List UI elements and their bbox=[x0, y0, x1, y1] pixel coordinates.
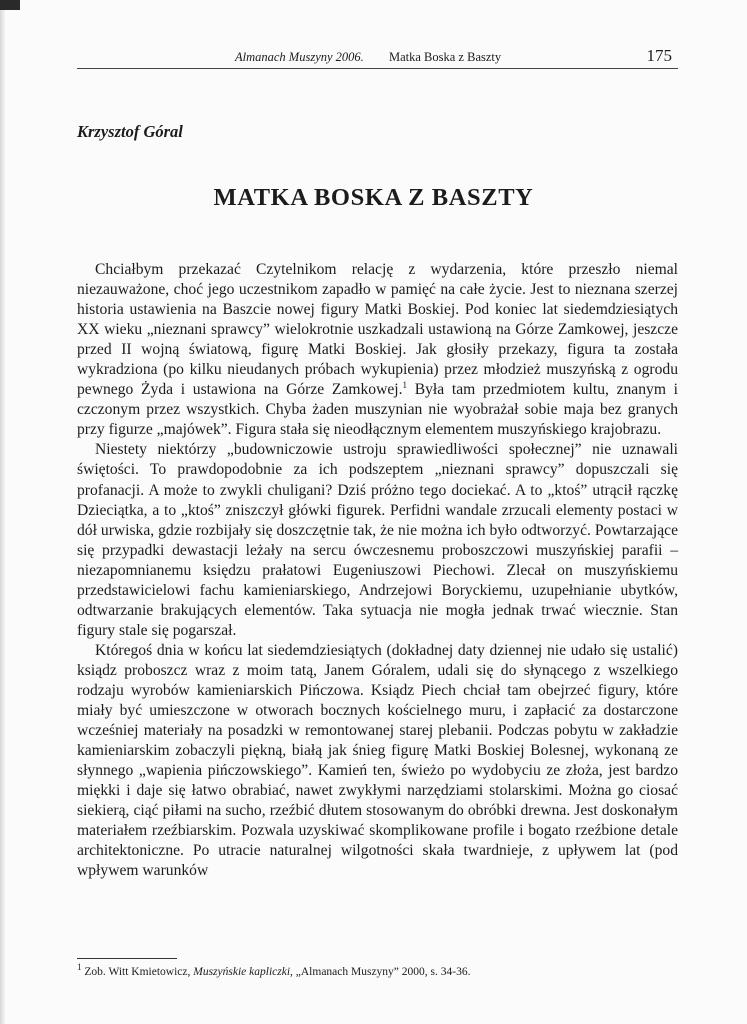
footnote-text: Zob. Witt Kmietowicz, bbox=[84, 966, 194, 978]
article-author: Krzysztof Góral bbox=[77, 122, 183, 141]
paragraph-3: Któregoś dnia w końcu lat siedemdziesiątych (dokładnej daty dziennej nie udało się ustalić) ksiądz proboszcz wraz z moim tatą, Janem Góralem, udali się do słynącego z wszelkiego rodzaju wyrobów kamieniarskich Pińczowa. Ksiądz Piech chciał tam obejrzeć figury, które miały być umieszczone w otworach bocznych kościelnego muru, i zapłacić za dostarczone wcześniej materiały na posadzki w remontowanej starej plebanii. Podczas pobytu w zakładzie kamieniarskim zobaczyli piękną, białą jak śnieg figurę Matki Boskiej Bolesnej, wykonaną ze słynnego „wapienia pińczowskiego”. Kamień ten, świeżo po wydobyciu ze złoża, jest bardzo miękki i daje się łatwo obrabiać, nawet zwykłymi narzędziami stolarskimi. Można go ciosać siekierą, ciąć piłami na sucho, rzeźbić dłutem stosowanym do obróbki drewna. Jest doskonałym materiałem rzeźbiarskim. Pozwala uzyskiwać skomplikowane profile i bogato rzeźbione detale architektoniczne. Po utracie naturalnej wilgotności skała twardnieje, z upływem lat (pod wpływem warunków bbox=[77, 641, 678, 880]
running-header bbox=[77, 46, 678, 69]
paragraph-1-text: Chciałbym przekazać Czytelnikom relację z wydarzenia, które przeszło niemal niezauważone, choć jego uczestnikom zapadło w pamięć na całe życie. Jest to nieznana szerzej historia ustawienia na Baszcie nowej figury Matki Boskiej. Pod koniec lat siedemdziesiątych XX wieku „nieznani sprawcy” wielokrotnie uszkadzali ustawioną na Górze Zamkowej, jeszcze przed II wojną światową, figurę Matki Boskiej. Jak głosiły przekazy, figura ta została wykradziona (po kilku nieudanych próbach wykupienia) przez młodzież muszyńską z ogrodu pewnego Żyda i ustawiona na Górze Zamkowej. bbox=[77, 261, 678, 399]
article-body bbox=[77, 260, 678, 881]
footnote-reference[interactable]: 1 bbox=[402, 380, 408, 391]
paragraph-1 bbox=[77, 260, 678, 440]
footnote-cited-title: Muszyńskie kapliczki bbox=[193, 966, 291, 978]
scan-binding-shadow bbox=[0, 10, 5, 1024]
paragraph-1-continuation: Była tam przedmiotem kultu, znanym i czczonym przez wszystkich. Chyba żaden muszynian nie wyobrażał sobie maja bez granych przy figurze „majówek”. Figura stała się nieodłącznym elementem muszyńskiego krajobrazu. bbox=[77, 381, 678, 439]
footnote bbox=[77, 962, 678, 978]
footnote-citation: , „Almanach Muszyny” 2000, s. 34-36. bbox=[290, 966, 471, 978]
scan-corner-mark bbox=[0, 0, 20, 10]
footnote-marker: 1 bbox=[77, 962, 82, 973]
footnote-divider bbox=[77, 958, 177, 959]
page-number: 175 bbox=[646, 46, 672, 65]
paragraph-2: Niestety niektórzy „budowniczowie ustroju sprawiedliwości społecznej” nie uznawali świętości. To prawdopodobnie za ich podszeptem „nieznani sprawcy” dopuszczali się profanacji. A może to zwykli chuligani? Dziś próżno tego dociekać. A to „ktoś” utrącił rączkę Dzieciątka, a to „ktoś” zniszczył główki figurek. Perfidni wandale zrzucali elementy postaci w dół urwiska, gdzie rozbijały się doszczętnie tak, że nie można ich było odtworzyć. Powtarzające się przypadki dewastacji leżały na sercu ówczesnemu proboszczowi muszyńskiej parafii – niezapomnianemu księdzu prałatowi Eugeniuszowi Piechowi. Zlecał on muszyńskiemu przedstawicielowi fachu kamieniarskiego, Andrzejowi Boryckiemu, uzupełnianie ubytków, odtwarzanie brakujących elementów. Taka sytuacja nie mogła jednak trwać wiecznie. Stan figury stale się pogarszał. bbox=[77, 441, 678, 639]
running-header-journal: Almanach Muszyny 2006. bbox=[235, 50, 364, 64]
running-header-title: Matka Boska z Baszty bbox=[389, 50, 502, 64]
article-title: MATKA BOSKA Z BASZTY bbox=[213, 184, 534, 211]
